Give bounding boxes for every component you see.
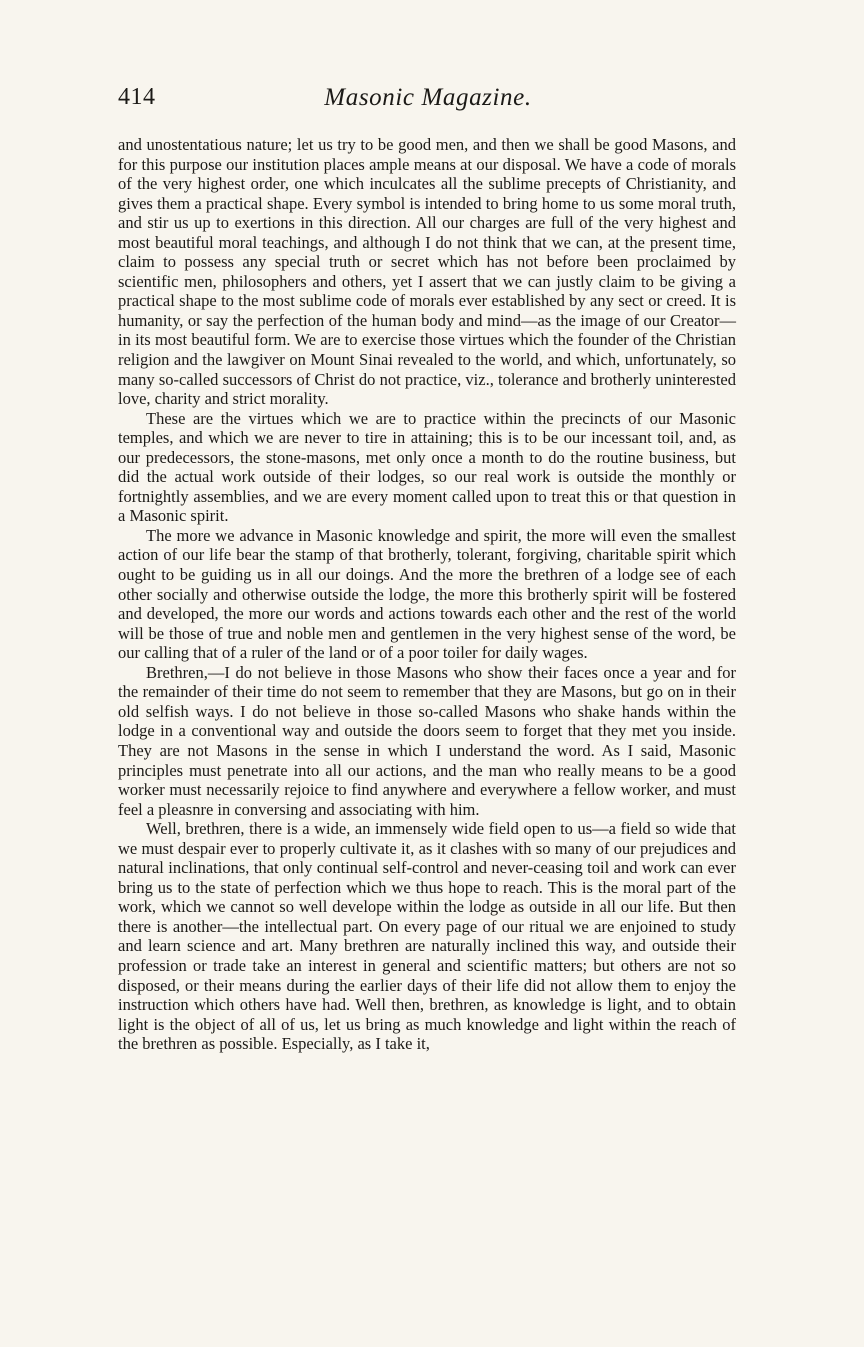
page-number: 414 [118,84,156,110]
page-header [118,84,738,124]
paragraph: The more we advance in Masonic knowledge and spirit, the more will even the smallest action of our life bear the stamp of that brotherly, tolerant, forgiving, charitable spirit which ought to be guiding us in all our doings. And the more the brethren of a lodge see of each other socially and otherwise outside the lodge, the more this brotherly spirit will be fostered and developed, the more our words and actions towards each other and the rest of the world will be those of true and noble men and gentlemen in the very highest sense of the word, be our calling that of a ruler of the land or of a poor toiler for daily wages. [118,525,736,663]
paragraph: and unostentatious nature; let us try to be good men, and then we shall be good Masons, and for this purpose our institution places ample means at our disposal. We have a code of morals of the very highest order, one which inculcates all the sublime precepts of Christianity, and gives them a practical shape. Every symbol is intended to bring home to us some moral truth, and stir us up to exertions in this direction. All our charges are full of the very highest and most beautiful moral teachings, and although I do not think that we can, at the present time, claim to possess any special truth or secret which has not before been proclaimed by scientific men, philosophers and others, yet I assert that we can justly claim to be giving a practical shape to the most sublime code of morals ever established by any sect or creed. It is humanity, or say the perfection of the human body and mind—as the image of our Creator—in its most beautiful form. We are to exercise those virtues which the founder of the Christian religion and the lawgiver on Mount Sinai revealed to the world, and which, unfortunately, so many so-called successors of Christ do not practice, viz., tolerance and brotherly uninterested love, charity and strict morality. [118,135,736,409]
paragraph: These are the virtues which we are to practice within the precincts of our Masonic temples, and which we are never to tire in attaining; this is to be our incessant toil, and, as our predecessors, the stone-masons, met only once a month to do the routine business, but did the actual work outside of their lodges, so our real work is outside the monthly or fortnightly assemblies, and we are every moment called upon to treat this or that question in a Masonic spirit. [118,408,736,526]
paragraph: Brethren,—I do not believe in those Masons who show their faces once a year and for the remainder of their time do not seem to remember that they are Masons, but go on in their old selfish ways. I do not believe in those so-called Masons who shake hands within the lodge in a conventional way and outside the doors seem to forget that they met you inside. They are not Masons in the sense in which I understand the word. As I said, Masonic principles must penetrate into all our actions, and the man who really means to be a good worker must necessarily rejoice to find anywhere and everywhere a fellow worker, and must feel a pleasnre in conversing and associating with him. [118,662,736,819]
article-body [118,135,736,1054]
paragraph: Well, brethren, there is a wide, an immensely wide field open to us—a field so wide that we must despair ever to properly cultivate it, as it clashes with so many of our prejudices and natural inclinations, that only continual self-control and never-ceasing toil and work can ever bring us to the state of perfection which we thus hope to reach. This is the moral part of the work, which we cannot so well develope within the lodge as outside in all our life. But then there is another—the intellectual part. On every page of our ritual we are enjoined to study and learn science and art. Many brethren are naturally inclined this way, and outside their profession or trade take an interest in general and scientific matters; but others are not so disposed, or their means during the earlier days of their life did not allow them to enjoy the instruction which others have had. Well then, brethren, as knowledge is light, and to obtain light is the object of all of us, let us bring as much knowledge and light within the reach of the brethren as possible. Especially, as I take it, [118,819,736,1054]
running-title: Masonic Magazine. [324,84,532,111]
